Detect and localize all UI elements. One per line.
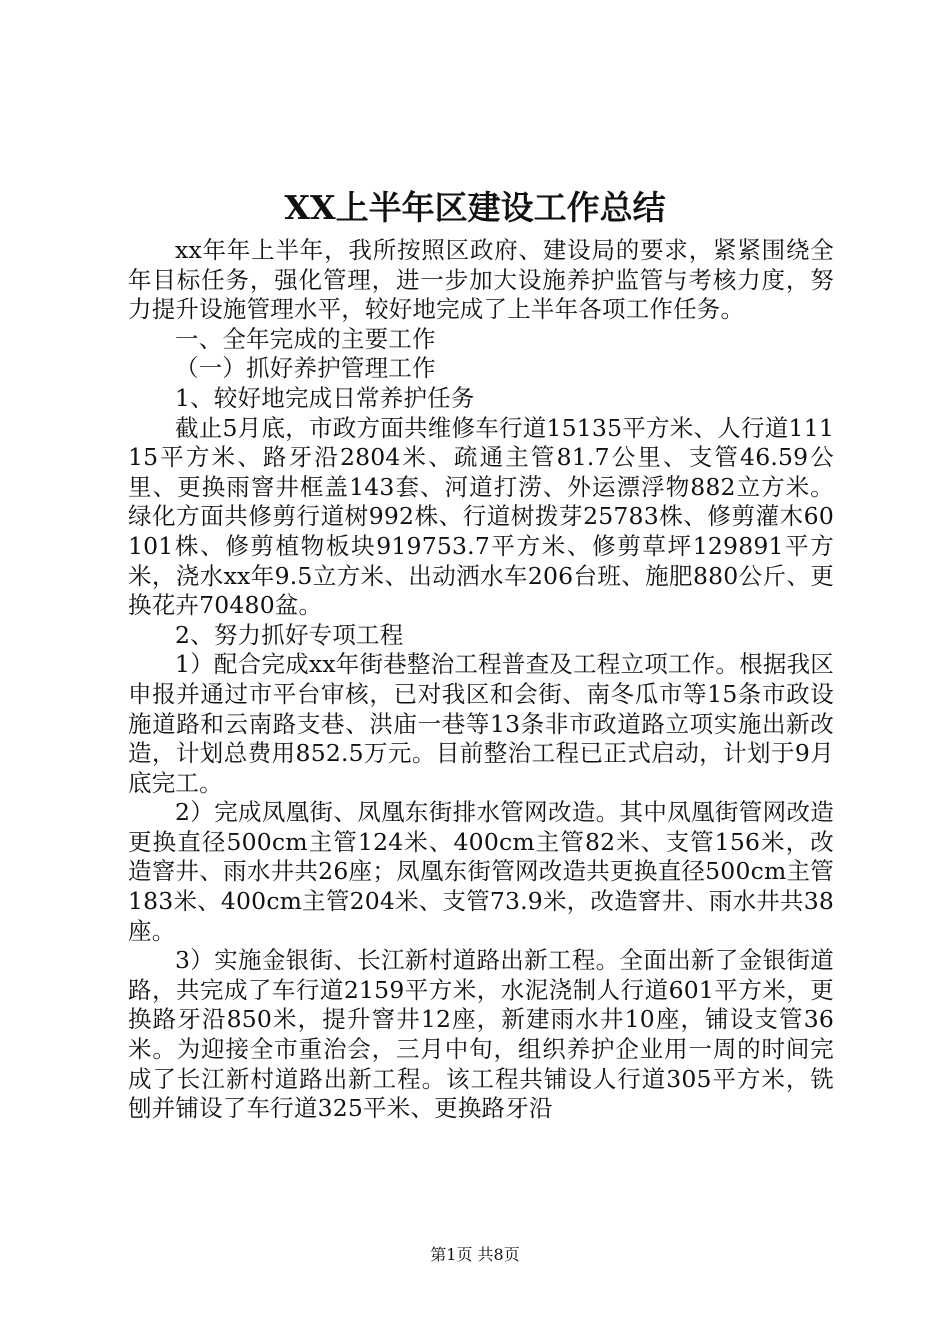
heading-subsection-1: （一）抓好养护管理工作 — [175, 354, 436, 383]
paragraph-project-3: 3）实施金银街、长江新村道路出新工程。全面出新了金银街道路，共完成了车行道2159平方米，水泥浇制人行道601平方米，更换路牙沿850米，提升窨井12座，新建雨水井10座，铺设支管36米。为迎接全市重治会，三月中旬，组织养护企业用一周的时间完成了长江新村道路出新工程。该工程共铺设人行道305平方米，铣刨并铺设了车行道325平米、更换路牙沿 — [128, 946, 834, 1123]
paragraph-project-1: 1）配合完成xx年街巷整治工程普查及工程立项工作。根据我区申报并通过市平台审核，已对我区和会街、南冬瓜市等15条市政设施道路和云南路支巷、洪庙一巷等13条非市政道路立项实施出新改造，计划总费用852.5万元。目前整治工程已正式启动，计划于9月底完工。 — [128, 650, 834, 797]
paragraph-project-2: 2）完成凤凰街、凤凰东街排水管网改造。其中凤凰街管网改造更换直径500cm主管124米、400cm主管82米、支管156米，改造窨井、雨水井共26座；凤凰东街管网改造共更换直径500cm主管183米、400cm主管204米、支管73.9米，改造窨井、雨水井共38座。 — [128, 798, 834, 945]
paragraph-intro: xx年年上半年，我所按照区政府、建设局的要求，紧紧围绕全年目标任务，强化管理，进一步加大设施养护监管与考核力度，努力提升设施管理水平，较好地完成了上半年各项工作任务。 — [128, 236, 834, 324]
page-footer: 第1页 共8页 — [430, 1245, 520, 1264]
heading-item-1: 1、较好地完成日常养护任务 — [175, 383, 475, 412]
heading-item-2: 2、努力抓好专项工程 — [175, 620, 404, 649]
document-body — [128, 236, 834, 1124]
heading-section-1: 一、全年完成的主要工作 — [175, 324, 436, 353]
paragraph-daily-maintenance: 截止5月底，市政方面共维修车行道15135平方米、人行道11115平方米、路牙沿2804米、疏通主管81.7公里、支管46.59公里、更换雨窨井框盖143套、河道打涝、外运漂浮物882立方米。绿化方面共修剪行道树992株、行道树拨芽25783株、修剪灌木60101株、修剪植物板块919753.7平方米、修剪草坪129891平方米，浇水xx年9.5立方米、出动洒水车206台班、施肥880公斤、更换花卉70480盆。 — [128, 413, 834, 620]
document-title: XX上半年区建设工作总结 — [284, 188, 666, 227]
